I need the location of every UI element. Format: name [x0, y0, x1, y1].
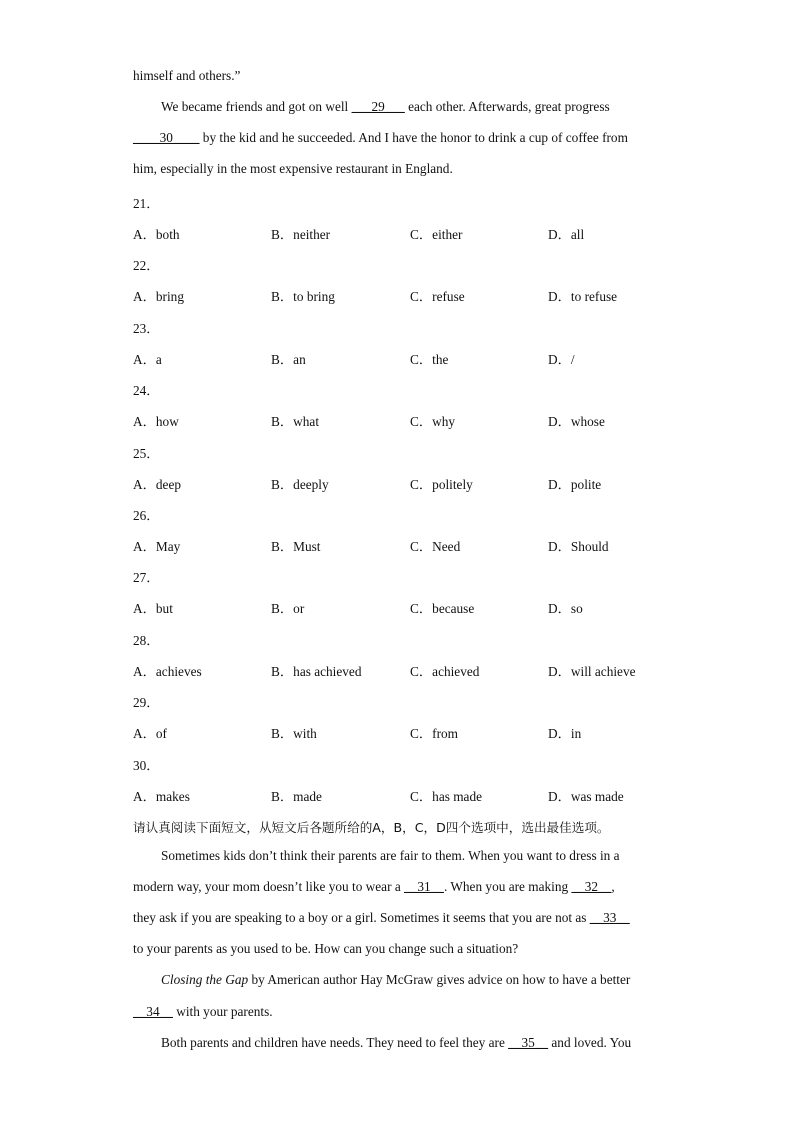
answer-option[interactable]: D．polite — [548, 476, 602, 492]
passage-line — [161, 1035, 631, 1051]
question-number: 23． — [133, 320, 160, 336]
passage-text: Both parents and children have needs. They need to feel they are — [161, 1035, 509, 1050]
answer-option[interactable]: B．deeply — [271, 476, 329, 492]
question-number: 24． — [133, 383, 160, 399]
answer-option[interactable]: C．achieved — [410, 663, 480, 679]
answer-option[interactable]: D．so — [548, 601, 583, 617]
passage-line: himself and others.” — [133, 68, 241, 83]
answer-option[interactable]: A．makes — [133, 788, 190, 804]
answer-option[interactable]: A．bring — [133, 289, 184, 305]
passage-text: . When you are making — [443, 879, 572, 894]
passage-line — [133, 910, 630, 926]
answer-option[interactable]: A．but — [133, 601, 173, 617]
question-number: 27． — [133, 570, 160, 586]
answer-option[interactable]: B．or — [271, 601, 305, 617]
answer-option[interactable]: D．will achieve — [548, 663, 636, 679]
answer-option[interactable]: D．all — [548, 227, 585, 242]
passage-line — [133, 879, 615, 895]
question-number: 21． — [133, 196, 160, 211]
passage-line: to your parents as you used to be. How can you change such a situation? — [133, 941, 519, 956]
answer-option[interactable]: B．has achieved — [271, 663, 362, 679]
passage-text: , — [611, 879, 615, 894]
answer-option[interactable]: C．either — [410, 227, 463, 242]
answer-option[interactable]: B．to bring — [271, 289, 335, 305]
answer-option[interactable]: C．refuse — [410, 289, 465, 305]
answer-option[interactable]: C．why — [410, 414, 456, 430]
answer-option[interactable]: D．in — [548, 726, 582, 742]
question-number: 22． — [133, 258, 160, 274]
passage-line — [133, 130, 628, 146]
answer-option[interactable]: C．has made — [410, 788, 483, 804]
blank-35: __35__ — [508, 1035, 549, 1050]
blank-29: ___29___ — [351, 99, 405, 114]
passage-text: by the kid and he succeeded. And I have the honor to drink a cup of coffee from — [199, 130, 628, 145]
answer-option[interactable]: A．achieves — [133, 663, 202, 679]
blank-30: ____30____ — [133, 130, 200, 145]
passage-text: modern way, your mom doesn’t like you to wear a — [133, 879, 405, 894]
passage-line: Sometimes kids don’t think their parents are fair to them. When you want to dress in a — [161, 848, 620, 863]
answer-option[interactable]: C．politely — [410, 476, 473, 492]
blank-31: __31__ — [404, 879, 444, 894]
passage-text: We became friends and got on well — [161, 99, 352, 114]
answer-option[interactable]: B．neither — [271, 227, 331, 242]
question-number: 25． — [133, 445, 160, 461]
passage-line — [133, 1004, 273, 1020]
answer-option[interactable]: B．made — [271, 788, 322, 804]
answer-option[interactable]: B．an — [271, 351, 306, 367]
answer-option[interactable]: C．from — [410, 726, 459, 742]
answer-option[interactable]: D．whose — [548, 414, 605, 430]
answer-option[interactable]: A．both — [133, 227, 180, 242]
question-number: 28． — [133, 632, 160, 648]
passage-line: him, especially in the most expensive restaurant in England. — [133, 161, 453, 176]
answer-option[interactable]: A．a — [133, 351, 162, 367]
passage-line — [161, 99, 610, 115]
answer-option[interactable]: A．of — [133, 726, 167, 742]
section-instruction: 请认真阅读下面短文，从短文后各题所给的A，B，C，D四个选项中，选出最佳选项。 — [133, 820, 610, 835]
passage-text: they ask if you are speaking to a boy or a girl. Sometimes it seems that you are not as — [133, 910, 590, 925]
answer-option[interactable]: A．May — [133, 539, 181, 554]
passage-text: by American author Hay McGraw gives advice on how to have a better — [248, 972, 631, 987]
answer-option[interactable]: C．because — [410, 601, 475, 617]
answer-option[interactable]: C．Need — [410, 539, 461, 554]
answer-option[interactable]: A．how — [133, 414, 179, 430]
question-number: 26． — [133, 508, 160, 523]
answer-option[interactable]: B．what — [271, 414, 320, 430]
blank-34: __34__ — [133, 1004, 173, 1019]
blank-32: __32__ — [571, 879, 612, 894]
blank-33: __33__ — [589, 910, 630, 925]
book-title: Closing the Gap — [161, 972, 249, 987]
answer-option[interactable]: A．deep — [133, 476, 181, 492]
passage-text: and loved. You — [548, 1035, 632, 1050]
question-number: 29． — [133, 695, 160, 711]
answer-option[interactable]: B．with — [271, 726, 317, 742]
answer-option[interactable]: D．to refuse — [548, 289, 618, 305]
question-number: 30． — [133, 757, 160, 773]
answer-option[interactable]: D．Should — [548, 539, 609, 554]
passage-text: with your parents. — [172, 1004, 273, 1019]
answer-option[interactable]: D．was made — [548, 788, 624, 804]
answer-option[interactable]: B．Must — [271, 539, 321, 554]
passage-text: each other. Afterwards, great progress — [404, 99, 610, 114]
answer-option[interactable]: D．/ — [548, 351, 575, 367]
answer-option[interactable]: C．the — [410, 351, 449, 367]
passage-line — [161, 972, 630, 988]
